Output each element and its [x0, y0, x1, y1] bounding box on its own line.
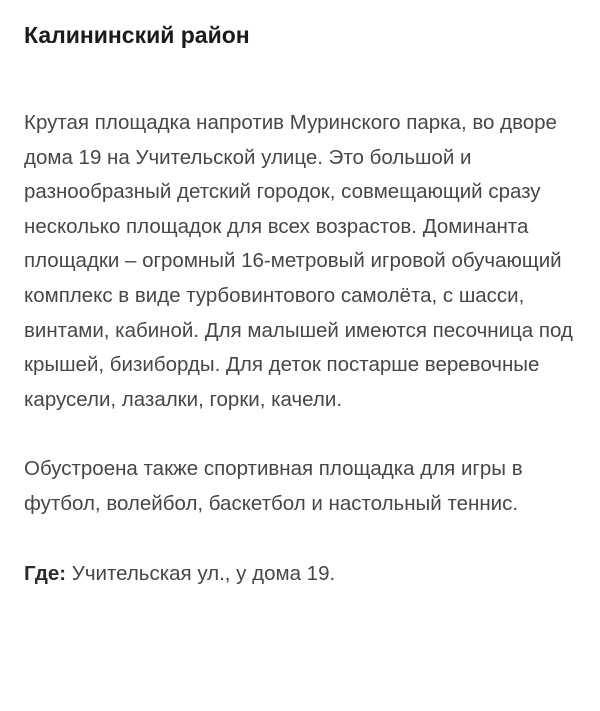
description-paragraph: Крутая площадка напротив Муринского парка, во дворе дома 19 на Учительской улице. Это большой и разнообразный детский городок, совмещающий сразу несколько площадок для всех возрастов. Доминанта площадки – огромный 16-метровый игровой обучающий комплекс в виде турбовинтового самолёта, с шасси, винтами, кабиной. Для малышей имеются песочница под крышей, бизиборды. Для деток постарше веревочные карусели, лазалки, горки, качели. [24, 111, 573, 411]
location-value: Учительская ул., у дома 19. [71, 561, 336, 585]
location-line [24, 557, 576, 592]
location-label: Где: [24, 561, 67, 585]
section-heading: Калининский район [24, 22, 250, 48]
sports-paragraph: Обустроена также спортивная площадка для игры в футбол, волейбол, баскетбол и настольный теннис. [24, 457, 523, 515]
